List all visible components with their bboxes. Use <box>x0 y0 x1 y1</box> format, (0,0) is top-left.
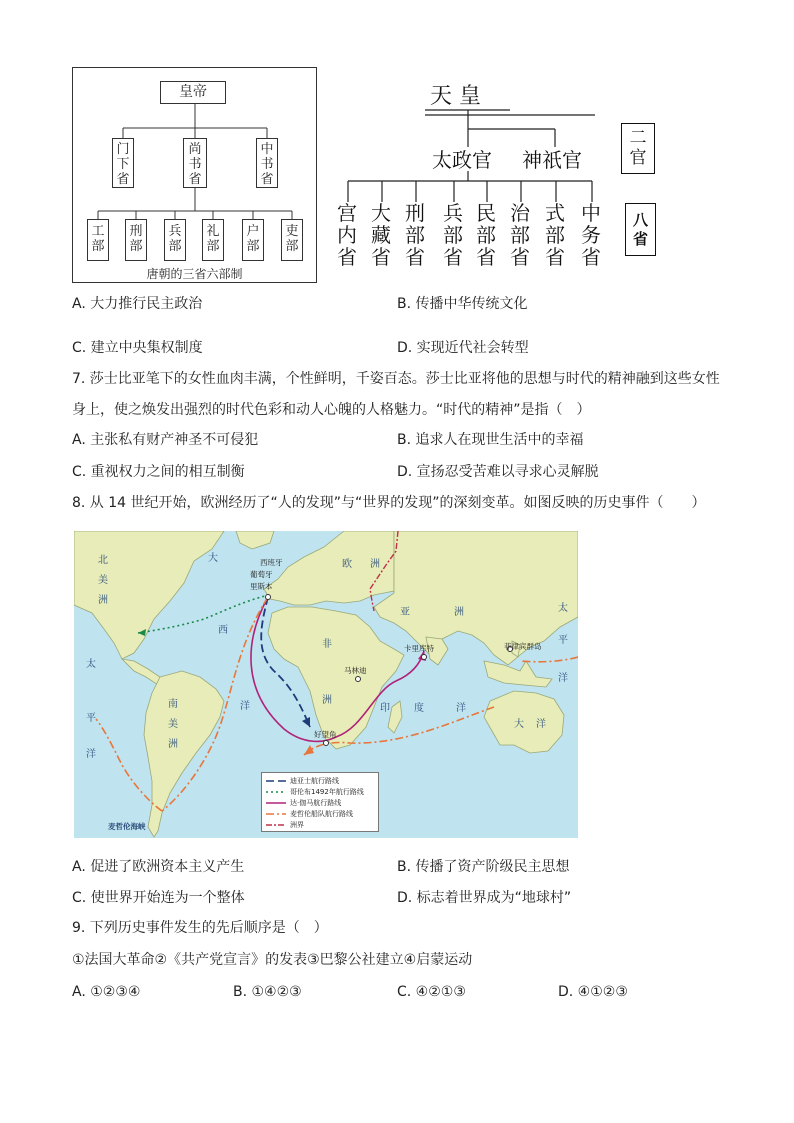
southeast-asia-islands-shape <box>484 661 552 687</box>
ministry-column-kunai: 宫内省 <box>337 201 357 269</box>
ministry-column-okura: 大藏省 <box>371 201 391 269</box>
ministry-label: 刑部 <box>129 224 143 254</box>
north-america-shape <box>74 531 224 659</box>
label-europe-2: 洲 <box>370 559 380 570</box>
q7-stem-line2: 身上，使之焕发出强烈的时代色彩和动人心魄的人格魅力。“时代的精神”是指（ ） <box>72 402 591 418</box>
q8-option-a[interactable]: A. 促进了欧洲资本主义产生 <box>72 859 245 875</box>
label-malindi: 马林迪 <box>344 666 367 675</box>
ministry-box-li <box>202 219 224 261</box>
label-north-america-3: 洲 <box>98 595 108 606</box>
q9-option-a[interactable]: A. ①②③④ <box>72 984 141 1000</box>
province-box-shangshu <box>183 138 207 188</box>
label-europe-1: 欧 <box>342 559 352 570</box>
q9-stem: 9. 下列历史事件发生的先后顺序是（ ） <box>72 920 328 936</box>
label-cape: 好望角 <box>314 730 337 739</box>
tang-chart <box>72 67 317 283</box>
q7-stem-line1: 7. 莎士比亚笔下的女性血肉丰满，个性鲜明，千姿百态。莎士比亚将他的思想与时代的精神融到这些女性 <box>72 371 720 387</box>
label-pacific-west-2: 平 <box>86 713 96 724</box>
q6-option-a[interactable]: A. 大力推行民主政治 <box>72 296 203 312</box>
africa-shape <box>268 607 404 749</box>
emperor-label: 皇帝 <box>179 84 207 100</box>
malindi-marker <box>356 677 361 682</box>
label-australia-1: 大 <box>514 719 524 730</box>
province-box-zhongshu <box>256 138 278 188</box>
two-offices-label: 二官 <box>629 128 647 168</box>
label-pacific-east-2: 平 <box>558 635 568 646</box>
ministry-label: 礼部 <box>206 224 220 254</box>
q8-option-c[interactable]: C. 使世界开始连为一个整体 <box>72 890 245 906</box>
ministry-box-hu <box>242 219 264 261</box>
province-label: 门下省 <box>116 142 130 187</box>
label-pacific-west-3: 洋 <box>86 749 96 760</box>
province-label: 中书省 <box>260 142 274 187</box>
daijokan-label: 太政官 <box>432 148 492 172</box>
ministry-label: 兵部 <box>168 224 182 254</box>
map-legend <box>261 772 379 832</box>
label-pacific-west-1: 太 <box>86 659 96 670</box>
province-box-menxia <box>112 138 134 188</box>
label-philippines: 菲律宾群岛 <box>504 642 542 651</box>
label-australia-2: 洋 <box>536 719 546 730</box>
ministry-column-nakatsukasa: 中务省 <box>581 201 601 269</box>
q7-option-c[interactable]: C. 重视权力之间的相互制衡 <box>72 464 245 480</box>
legend-label-boundary: 洲界 <box>290 821 304 829</box>
ministry-column-hyobu: 兵部省 <box>443 201 463 269</box>
q9-events: ①法国大革命②《共产党宣言》的发表③巴黎公社建立④启蒙运动 <box>72 952 473 968</box>
ministry-column-shikibu: 式部省 <box>545 201 565 269</box>
madagascar-shape <box>388 701 402 733</box>
ministry-column-jibu: 治部省 <box>510 201 530 269</box>
q8-option-d[interactable]: D. 标志着世界成为“地球村” <box>397 890 572 906</box>
label-north-america-1: 北 <box>98 555 108 566</box>
voyage-map <box>74 531 578 838</box>
ministry-box-gong <box>87 219 109 261</box>
label-atlantic-3: 洋 <box>240 701 250 712</box>
ministry-label: 吏部 <box>285 224 299 254</box>
eight-ministries-box <box>625 203 656 256</box>
label-calicut: 卡里库特 <box>404 644 434 653</box>
label-asia-2: 洲 <box>454 607 464 618</box>
q7-option-b[interactable]: B. 追求人在现世生活中的幸福 <box>397 432 584 448</box>
q6-option-c[interactable]: C. 建立中央集权制度 <box>72 340 203 356</box>
q9-option-d[interactable]: D. ④①②③ <box>558 984 628 1000</box>
ministry-label: 工部 <box>91 224 105 254</box>
legend-label-da-gama: 达·伽马航行路线 <box>290 799 342 807</box>
q6-option-d[interactable]: D. 实现近代社会转型 <box>397 340 529 356</box>
q8-option-b[interactable]: B. 传播了资产阶级民主思想 <box>397 859 570 875</box>
label-lisbon: 里斯本 <box>250 582 273 591</box>
ministry-box-xing <box>125 219 147 261</box>
legend-label-dias: 迪亚士航行路线 <box>290 777 339 785</box>
label-spain: 西班牙 <box>260 558 283 567</box>
lisbon-marker <box>266 595 271 600</box>
label-pacific-east-3: 洋 <box>558 673 568 684</box>
label-south-america-3: 洲 <box>168 739 178 750</box>
australia-shape <box>484 691 564 753</box>
label-north-america-2: 美 <box>98 575 108 586</box>
label-south-america-2: 美 <box>168 719 178 730</box>
label-south-america-1: 南 <box>168 699 178 710</box>
tenno-label: 天 皇 <box>430 84 481 109</box>
label-atlantic-2: 西 <box>218 625 228 636</box>
label-indian-1: 印 <box>380 703 390 714</box>
calicut-marker <box>422 655 427 660</box>
q6-option-b[interactable]: B. 传播中华传统文化 <box>397 296 528 312</box>
emperor-box <box>160 81 226 104</box>
legend-label-columbus: 哥伦布1492年航行路线 <box>290 788 364 796</box>
south-america-shape <box>144 671 224 837</box>
label-asia-1: 亚 <box>400 607 410 618</box>
label-africa-2: 洲 <box>322 695 332 706</box>
label-africa-1: 非 <box>322 639 332 650</box>
ministry-column-gyobu: 刑部省 <box>405 201 425 269</box>
label-atlantic-1: 大 <box>208 553 218 564</box>
label-pacific-east-1: 太 <box>558 603 568 614</box>
q7-option-d[interactable]: D. 宣扬忍受苦难以寻求心灵解脱 <box>397 464 599 480</box>
legend-line-swatches <box>264 773 288 833</box>
two-offices-box <box>621 123 655 174</box>
jingikan-label: 神祇官 <box>522 148 582 172</box>
label-magellan-strait: 麦哲伦海峡 <box>108 822 146 831</box>
greenland-shape <box>236 531 274 549</box>
label-indian-3: 洋 <box>456 703 466 714</box>
label-portugal: 葡萄牙 <box>250 570 273 579</box>
province-label: 尚书省 <box>188 142 202 187</box>
q7-option-a[interactable]: A. 主张私有财产神圣不可侵犯 <box>72 432 259 448</box>
label-indian-2: 度 <box>414 703 424 714</box>
eight-ministries-label: 八省 <box>632 211 648 248</box>
cape-marker <box>324 741 329 746</box>
q8-stem: 8. 从 14 世纪开始，欧洲经历了“人的发现”与“世界的发现”的深刻变革。如图反映的历史事件（ ） <box>72 495 706 511</box>
tang-chart-caption: 唐朝的三省六部制 <box>146 267 243 281</box>
q9-option-c[interactable]: C. ④②①③ <box>397 984 466 1000</box>
ministry-column-minbu: 民部省 <box>476 201 496 269</box>
ministry-box-bing <box>164 219 186 261</box>
japan-chart <box>330 80 660 270</box>
ministry-box-li-personnel <box>281 219 303 261</box>
magellan-route-arrowhead <box>304 745 314 755</box>
legend-label-magellan: 麦哲伦船队航行路线 <box>290 810 353 818</box>
magellan-route-asia <box>520 657 578 662</box>
q9-option-b[interactable]: B. ①④②③ <box>233 984 302 1000</box>
ministry-label: 户部 <box>246 224 260 254</box>
